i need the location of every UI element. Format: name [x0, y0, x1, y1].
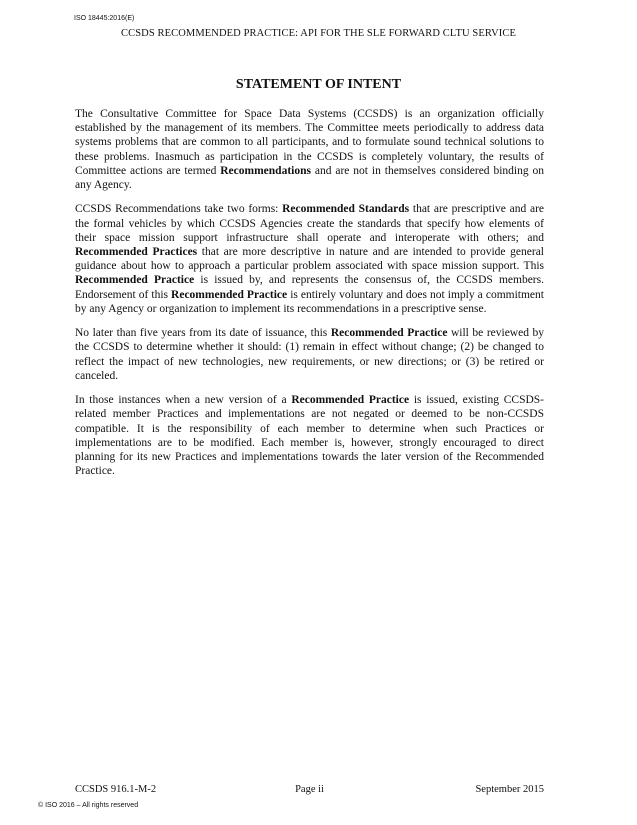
text-run: that are more descriptive in nature and are intended to provide general guidance about how to approach a particular problem associated with space mission support. This — [75, 246, 544, 273]
text-run: CCSDS Recommendations take two forms: — [75, 203, 283, 216]
footer-doc-number: CCSDS 916.1-M-2 — [75, 784, 157, 795]
text-run: The Consultative Committee for Space Data Systems (CCSDS) is an organization officially established by the management of its members. The Committee meets periodically to address data systems problems that are common to all participants, and to formulate sound technical solutions to these problems. Inasmuch as participation in the CCSDS is completely voluntary, the results of Committee actions are termed — [75, 108, 544, 177]
text-run: No later than five years from its date of issuance, this — [75, 327, 331, 340]
paragraph — [75, 326, 544, 383]
text-run: is issued by, and represents the consensus of, the CCSDS members. Endorsement of this — [75, 274, 544, 301]
paragraph — [75, 393, 544, 478]
running-header-title: CCSDS RECOMMENDED PRACTICE: API FOR THE SLE FORWARD CLTU SERVICE — [121, 28, 516, 39]
statement-body — [75, 107, 544, 489]
emphasis-text: Recommended Practice — [330, 327, 448, 340]
paragraph — [75, 107, 544, 192]
emphasis-text: Recommended Practice — [75, 274, 195, 287]
paragraph — [75, 202, 544, 316]
iso-document-code: ISO 18445:2016(E) — [74, 15, 135, 22]
text-run: that are prescriptive and are the formal vehicles by which CCSDS Agencies create the standards that specify how elements of their space mission support infrastructure shall operate and interoperate with others; and — [75, 203, 544, 244]
text-run: is entirely voluntary and does not imply a commitment by any Agency or organization to implement its recommendations in a prescriptive sense. — [75, 288, 544, 315]
footer-date: September 2015 — [475, 784, 544, 795]
copyright-notice: © ISO 2016 – All rights reserved — [38, 802, 139, 809]
emphasis-text: Recommended Practice — [291, 394, 410, 407]
page-title: STATEMENT OF INTENT — [235, 77, 402, 92]
emphasis-text: Recommended Practice — [171, 288, 288, 301]
emphasis-text: Recommended Standards — [282, 203, 410, 216]
emphasis-text: Recommendations — [220, 164, 311, 177]
emphasis-text: Recommended Practices — [75, 246, 198, 259]
text-run: In those instances when a new version of a — [75, 394, 292, 407]
footer-page-number: Page ii — [295, 784, 324, 795]
text-run: and are not in themselves considered binding on any Agency. — [75, 164, 544, 192]
text-run: will be reviewed by the CCSDS to determine whether it should: (1) remain in effect without change; (2) be changed to reflect the impact of new technologies, new requirements, or new directions; or (3) be retired or canceled. — [75, 327, 545, 382]
text-run: is issued, existing CCSDS-related member Practices and implementations are not negated or deemed to be non-CCSDS compatible. It is the responsibility of each member to determine when such Practices or implementations are to be modified. Each member is, however, strongly encouraged to direct planning for its new Practices and implementations towards the later version of the Recommended Practice. — [75, 394, 544, 478]
